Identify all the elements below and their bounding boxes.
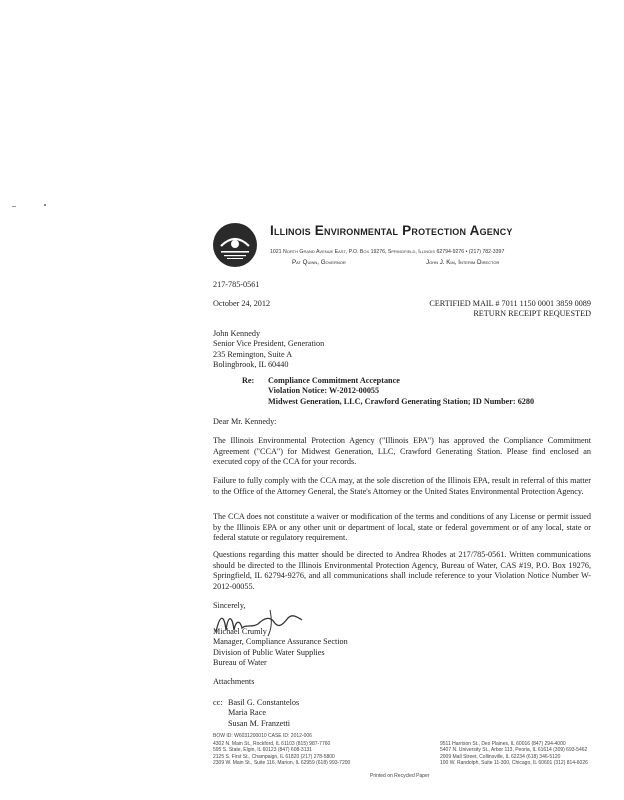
signer-bureau: Bureau of Water: [213, 658, 267, 668]
office-address: 9511 Harrison St., Des Plaines, IL 60016 (847) 294-4000: [440, 741, 566, 747]
office-address: 100 W. Randolph, Suite 11-300, Chicago, IL 60601 (312) 814-6026: [440, 760, 588, 767]
body-paragraph: Failure to fully comply with the CCA may, at the sole discretion of the Illinois EPA, result in referral of this matter to the Office of the Attorney General, the State's Attorney or the United States Environmental Protection Agency.: [213, 476, 591, 496]
body-paragraph: Questions regarding this matter should be directed to Andrea Rhodes at 217/785-0561. Written communications should be directed to the Illinois Environmental Protection Agency, Bureau of Water, CAS #19, P.O. Box 19276, Springfield, IL 62794-9276, and all communications shall include reference to your Violation Notice Number W-2012-00055.: [213, 550, 591, 591]
office-address: 2009 Mall Street, Collinsville, IL 62234 (618) 346-5120: [440, 753, 561, 760]
footer-right-offices: [440, 741, 588, 767]
re-line: Compliance Commitment Acceptance: [268, 376, 400, 385]
cc-recipient: Susan M. Franzetti: [228, 718, 291, 728]
office-address: 2309 W. Main St., Suite 116, Marion, IL 62959 (618) 993-7200: [213, 760, 351, 767]
agency-logo: [212, 222, 258, 268]
scan-speck: [44, 204, 46, 206]
body-paragraph: The CCA does not constitute a waiver or modification of the terms and conditions of any License or permit issued by the Illinois EPA or any other unit or department of local, state or federal government or of any local, state or federal statute or regulatory requirement.: [213, 512, 591, 543]
letterhead: [212, 218, 604, 274]
scan-speck: [12, 206, 16, 207]
recycled-paper-note: Printed on Recycled Paper: [370, 773, 430, 779]
office-address: 4302 N. Main St., Rockford, IL 61103 (815) 987-7760: [213, 741, 331, 747]
cc-recipient: Basil G. Constantelos: [228, 698, 300, 707]
recipient-name: John Kennedy: [213, 329, 261, 338]
signer-division: Division of Public Water Supplies: [213, 647, 325, 657]
agency-address: 1021 North Grand Avenue East, P.O. Box 19276, Springfield, Illinois 62794-9276 • (217) 782-3397: [270, 249, 505, 255]
signer-title: Manager, Compliance Assurance Section: [213, 637, 348, 647]
cc-recipient: Maria Race: [228, 708, 266, 718]
governor-line: Pat Quinn, Governor: [292, 259, 346, 266]
agency-name: Illinois Environmental Protection Agency: [270, 223, 513, 238]
attachments-label: Attachments: [213, 677, 255, 686]
re-line: Midwest Generation, LLC, Crawford Generating Station; ID Number: 6280: [268, 396, 535, 406]
return-receipt: RETURN RECEIPT REQUESTED: [473, 309, 591, 318]
director-line: John J. Kim, Interim Director: [426, 259, 500, 266]
phone-number: 217-785-0561: [213, 280, 260, 289]
office-address: 595 S. State, Elgin, IL 60123 (847) 608-3131: [213, 747, 313, 754]
re-block: [268, 376, 534, 407]
body-paragraph: The Illinois Environmental Protection Agency ("Illinois EPA") has approved the Compliance Commitment Agreement ("CCA") for Midwest Generation, LLC, Crawford Generating Station. Please find enclosed an executed copy of the CCA for your records.: [213, 436, 591, 467]
re-line: Violation Notice: W-2012-00055: [268, 386, 380, 396]
closing: Sincerely,: [213, 601, 246, 610]
recipient-city: Bolingbrook, IL 60440: [213, 360, 289, 370]
recipient-title: Senior Vice President, Generation: [213, 339, 325, 349]
re-label: Re:: [242, 376, 255, 385]
letter-date: October 24, 2012: [213, 299, 271, 308]
bureau-id: BOW ID: W6031200010 CASE ID: 2012-006: [213, 733, 312, 739]
office-address: 5407 N. University St., Arbor 113, Peoria, IL 61614 (309) 693-5462: [440, 747, 588, 754]
recipient-address: [213, 329, 324, 371]
cc-label: cc:: [213, 698, 223, 707]
signer-name: Michael Crumly: [213, 627, 267, 636]
certified-mail: CERTIFIED MAIL # 7011 1150 0001 3859 0089: [429, 299, 591, 308]
recipient-street: 235 Remington, Suite A: [213, 349, 293, 359]
salutation: Dear Mr. Kennedy:: [213, 417, 277, 426]
office-address: 2125 S. First St., Champaign, IL 61820 (217) 278-5800: [213, 753, 335, 760]
footer-left-offices: [213, 741, 350, 767]
cc-list: [228, 698, 299, 729]
signature-block: [213, 627, 348, 669]
